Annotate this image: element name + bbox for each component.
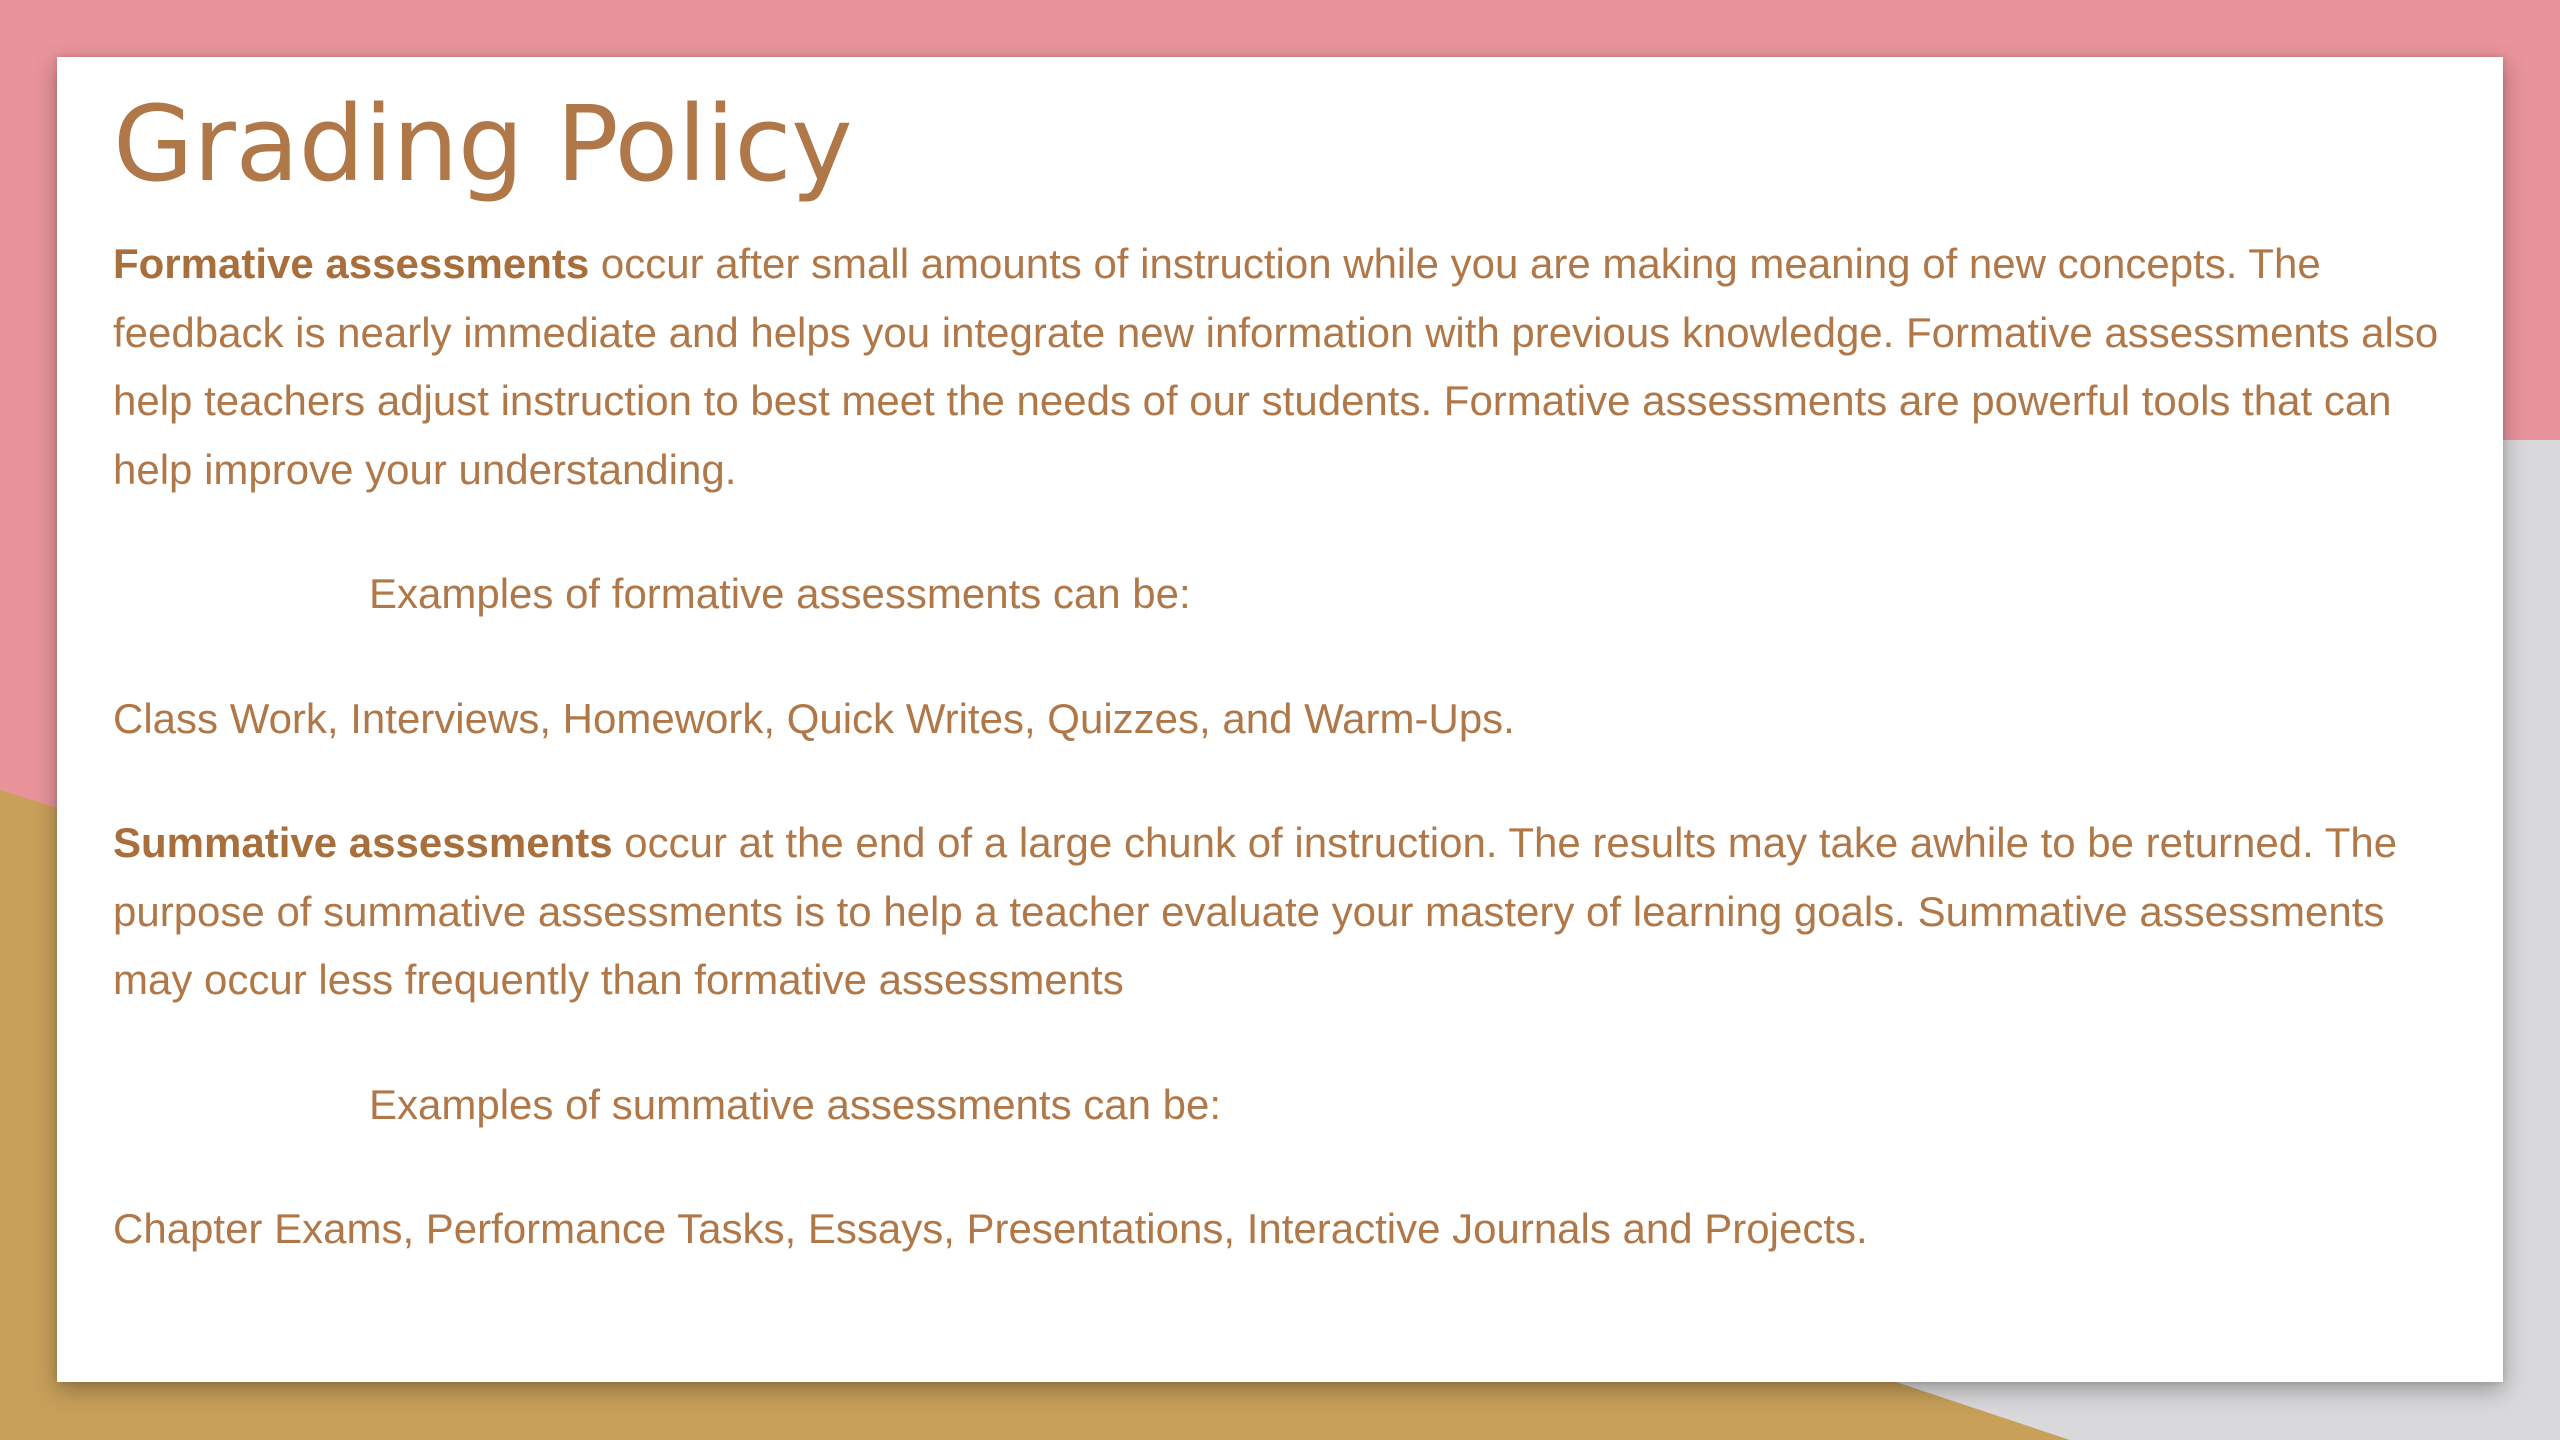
spacer (113, 753, 2447, 809)
spacer (113, 504, 2447, 560)
summative-examples-heading: Examples of summative assessments can be: (369, 1080, 1222, 1128)
summative-paragraph (113, 809, 2447, 1015)
formative-examples-list: Class Work, Interviews, Homework, Quick Writes, Quizzes, and Warm-Ups. (113, 694, 1515, 742)
formative-examples-heading: Examples of formative assessments can be: (369, 570, 1191, 618)
formative-description: occur after small amounts of instruction while you are making meaning of new concepts. The feedback is nearly immediate and helps you integrate new information with previous knowledge. Formative assessments also help teachers adjust instruction to best meet the needs of our students. Formative assessments are powerful tools that can help improve your understanding. (113, 240, 2439, 493)
summative-examples-list: Chapter Exams, Performance Tasks, Essays, Presentations, Interactive Journals and Projects. (113, 1205, 1868, 1253)
summative-term: Summative assessments (113, 819, 613, 867)
formative-term: Formative assessments (113, 240, 590, 288)
slide-card (57, 57, 2503, 1382)
spacer (113, 1015, 2447, 1071)
spacer (113, 629, 2447, 685)
summative-description: occur at the end of a large chunk of instruction. The results may take awhile to be returned. The purpose of summative assessments is to help a teacher evaluate your mastery of learning goals. Summative assessments may occur less frequently than formative assessments (113, 819, 2398, 1004)
page-title: Grading Policy (113, 83, 853, 205)
spacer (113, 1139, 2447, 1195)
formative-paragraph (113, 230, 2447, 504)
